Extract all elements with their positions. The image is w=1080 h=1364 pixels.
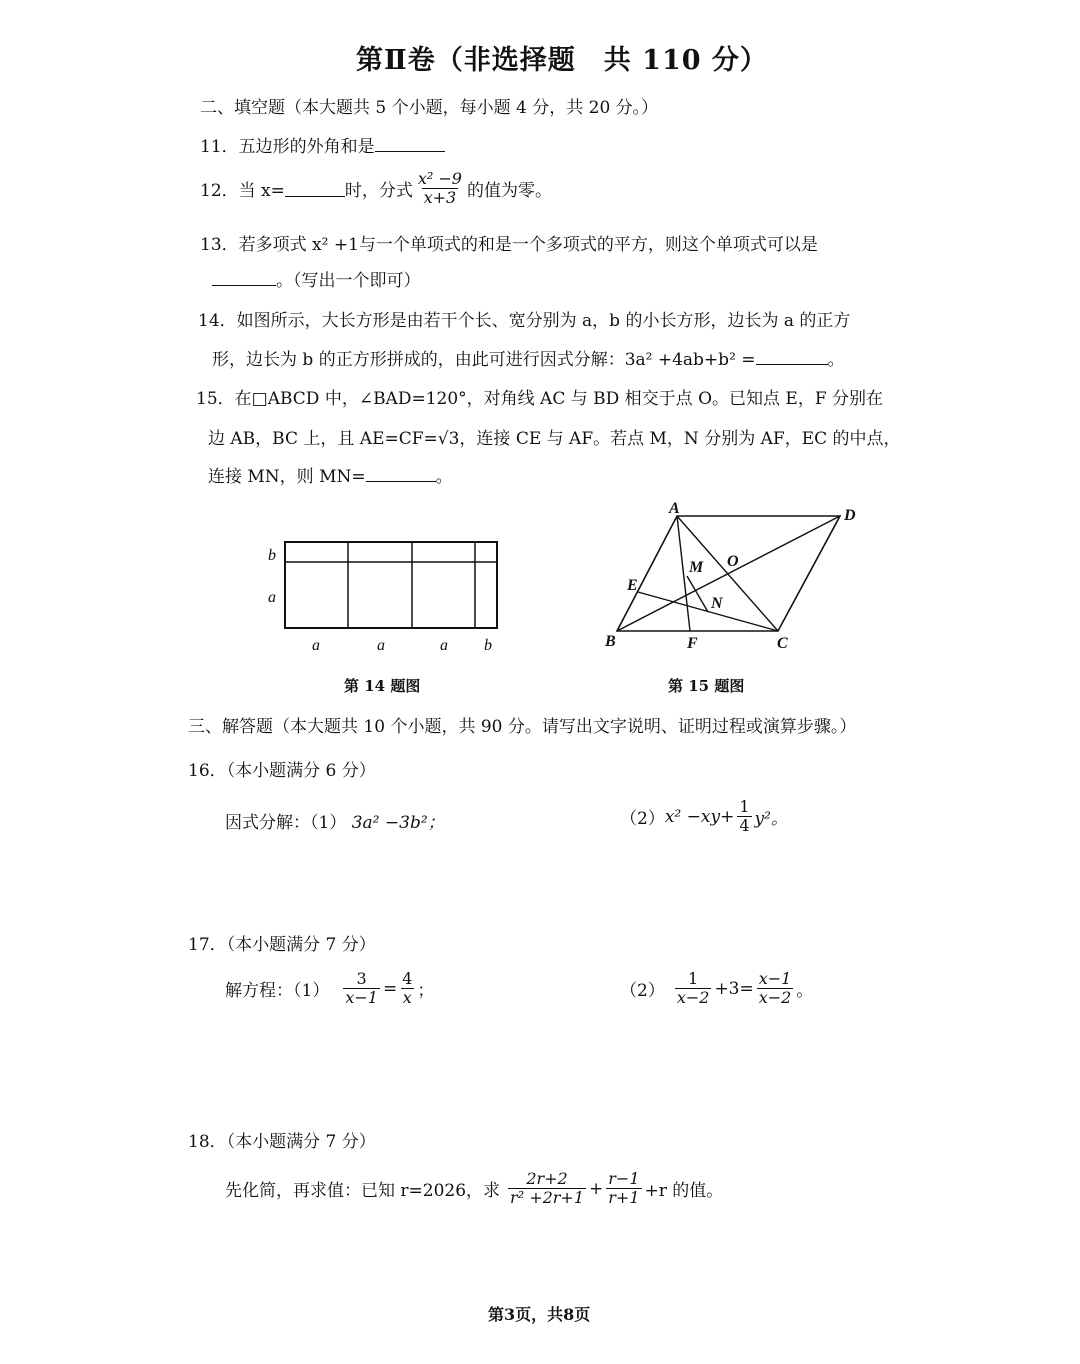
answer-blank xyxy=(285,195,345,197)
q18-plus: + xyxy=(589,1178,604,1199)
q17-fraction-2 xyxy=(400,970,414,1007)
point-label-a: A xyxy=(669,500,680,517)
q15-end: 。 xyxy=(435,467,453,487)
point-label-n: N xyxy=(711,595,723,612)
q17-end2: 。 xyxy=(796,981,814,1001)
fraction-denominator: x−2 xyxy=(758,988,792,1007)
q17-part2-label: （2） xyxy=(620,981,665,1001)
q16-lead: 因式分解：（1） xyxy=(225,813,347,833)
figure-15 xyxy=(595,500,870,660)
fraction-numerator: x−1 xyxy=(758,969,792,988)
page-title: 第Ⅱ卷（非选择题 共 110 分） xyxy=(356,45,768,76)
answer-blank xyxy=(756,363,828,365)
fraction-numerator: 3 xyxy=(356,969,367,988)
q17-end1: ； xyxy=(417,981,435,1001)
q17-mid: +3= xyxy=(714,978,754,999)
q16-expr1: 3a² −3b²； xyxy=(351,813,445,833)
big-rectangle xyxy=(285,542,497,628)
question-18-body xyxy=(225,1170,723,1207)
question-14-line2 xyxy=(212,345,845,370)
fraction-numerator: 2r+2 xyxy=(526,1169,568,1188)
fraction-denominator: r+1 xyxy=(608,1188,640,1207)
page-footer: 第3页，共8页 xyxy=(488,1305,591,1324)
bottom-label-b: b xyxy=(484,637,492,654)
point-label-c: C xyxy=(777,635,788,652)
fraction-denominator: x−2 xyxy=(676,988,710,1007)
q18-fraction-2 xyxy=(606,1170,641,1207)
q18-tail: +r 的值。 xyxy=(644,1181,724,1201)
point-label-e: E xyxy=(627,577,638,594)
fig15-caption: 第 15 题图 xyxy=(668,677,745,695)
question-18-head: 18．（本小题满分 7 分） xyxy=(188,1132,376,1152)
q12-pre: 12．当 x= xyxy=(200,181,285,201)
q11-text: 11．五边形的外角和是 xyxy=(200,137,375,157)
fraction-denominator: x xyxy=(402,988,412,1007)
question-13-line1: 13．若多项式 x² +1与一个单项式的和是一个多项式的平方，则这个单项式可以是 xyxy=(200,235,818,255)
q16-fraction xyxy=(737,798,751,835)
q15-line3-text: 连接 MN，则 MN= xyxy=(208,467,366,487)
question-11 xyxy=(200,132,445,157)
q13-line2-text: 。（写出一个即可） xyxy=(276,271,421,291)
fraction-numerator: 1 xyxy=(739,797,750,816)
q17-lead: 解方程：（1） xyxy=(225,981,330,1001)
question-15-line1: 15．在□ABCD 中，∠BAD=120°，对角线 AC 与 BD 相交于点 O。已知点 E，F 分别在 xyxy=(196,389,884,409)
fraction-numerator: 1 xyxy=(688,969,699,988)
fraction-denominator: x−1 xyxy=(345,988,378,1007)
q17-eq: = xyxy=(382,978,398,999)
question-17-part2 xyxy=(620,970,813,1007)
fraction-numerator: x² −9 xyxy=(417,169,462,188)
point-label-f: F xyxy=(687,635,698,652)
q16-expr2a: x² −xy+ xyxy=(664,806,735,827)
q14-end: 。 xyxy=(827,350,845,370)
point-label-b: B xyxy=(605,633,616,650)
side-label-b: b xyxy=(268,547,276,564)
point-label-d: D xyxy=(844,507,856,524)
q17-fraction-3 xyxy=(675,970,712,1007)
figure-14 xyxy=(260,530,510,660)
bottom-label-a: a xyxy=(377,637,385,654)
question-13-line2 xyxy=(212,266,421,291)
q18-lead: 先化简，再求值：已知 r=2026，求 xyxy=(225,1181,501,1201)
question-14-line1: 14．如图所示，大长方形是由若干个长、宽分别为 a，b 的小长方形，边长为 a 的正方 xyxy=(198,311,851,331)
point-label-o: O xyxy=(727,553,739,570)
answer-blank xyxy=(212,284,276,286)
question-15-line3 xyxy=(208,462,453,487)
fraction-numerator: 4 xyxy=(402,969,413,988)
section2-header: 二、填空题（本大题共 5 个小题，每小题 4 分，共 20 分。） xyxy=(200,98,659,118)
fraction-denominator: 4 xyxy=(739,816,750,835)
question-15-line2: 边 AB，BC 上，且 AE=CF=√3，连接 CE 与 AF。若点 M，N 分别为 AF，EC 的中点， xyxy=(208,429,901,449)
q17-fraction-1 xyxy=(343,970,380,1007)
fraction-denominator: x+3 xyxy=(423,188,457,207)
q16-part2-label: （2） xyxy=(620,809,665,829)
q16-expr2b: y²。 xyxy=(754,809,788,829)
question-17-part1 xyxy=(225,970,434,1007)
side-label-a: a xyxy=(268,589,276,606)
diagonal-bd xyxy=(617,516,840,631)
answer-blank xyxy=(366,480,436,482)
bottom-label-a: a xyxy=(440,637,448,654)
question-16-part1 xyxy=(225,808,445,833)
q17-fraction-4 xyxy=(757,970,794,1007)
fig14-caption: 第 14 题图 xyxy=(344,677,421,695)
question-12 xyxy=(200,170,552,207)
section3-header: 三、解答题（本大题共 10 个小题，共 90 分。请写出文字说明、证明过程或演算步骤。） xyxy=(188,717,857,737)
q12-fraction xyxy=(416,170,464,207)
question-16-part2 xyxy=(620,798,788,835)
point-label-m: M xyxy=(689,559,704,576)
answer-blank xyxy=(375,150,445,152)
q12-mid: 时，分式 xyxy=(344,181,413,201)
question-16-head: 16．（本小题满分 6 分） xyxy=(188,761,376,781)
bottom-label-a: a xyxy=(312,637,320,654)
q18-fraction-1 xyxy=(508,1170,586,1207)
fraction-denominator: r² +2r+1 xyxy=(510,1188,585,1207)
q14-line2-text: 形，边长为 b 的正方形拼成的，由此可进行因式分解：3a² +4ab+b² = xyxy=(212,350,756,370)
q12-post: 的值为零。 xyxy=(466,181,552,201)
question-17-head: 17．（本小题满分 7 分） xyxy=(188,935,376,955)
fraction-numerator: r−1 xyxy=(608,1169,640,1188)
